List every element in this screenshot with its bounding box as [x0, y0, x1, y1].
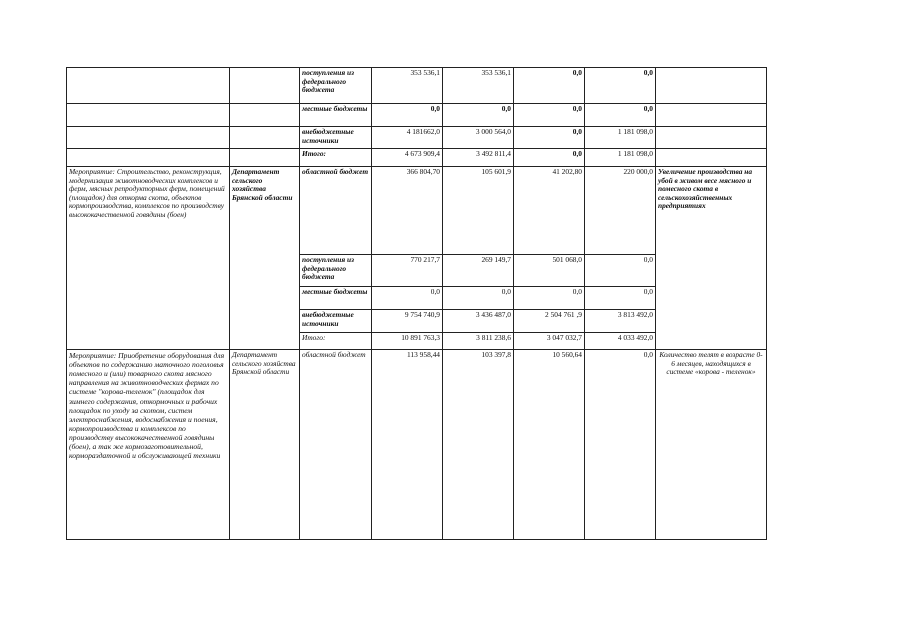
event-cell [67, 68, 230, 104]
value-cell: 9 754 740,9 [372, 310, 443, 333]
executor-cell: Департамент сельского хозяйства Брянской области [230, 350, 300, 540]
value-cell: 0,0 [514, 127, 585, 149]
value-cell: 41 202,80 [514, 167, 585, 255]
value-cell: 103 397,8 [443, 350, 514, 540]
value-cell: 353 536,1 [443, 68, 514, 104]
source-cell: областной бюджет [300, 167, 372, 255]
value-cell: 0,0 [372, 104, 443, 127]
source-cell: Итого: [300, 149, 372, 167]
value-cell: 3 436 487,0 [443, 310, 514, 333]
value-cell: 3 811 238,6 [443, 333, 514, 350]
source-cell: внебюджетные источники [300, 310, 372, 333]
executor-cell [230, 104, 300, 127]
value-cell: 770 217,7 [372, 255, 443, 287]
value-cell: 353 536,1 [372, 68, 443, 104]
value-cell: 4 673 909,4 [372, 149, 443, 167]
source-cell: местные бюджеты [300, 287, 372, 310]
value-cell: 10 560,64 [514, 350, 585, 540]
value-cell: 3 492 811,4 [443, 149, 514, 167]
event-cell [67, 149, 230, 167]
value-cell: 1 181 098,0 [585, 127, 656, 149]
executor-cell [230, 68, 300, 104]
result-cell [656, 149, 767, 167]
value-cell: 0,0 [514, 287, 585, 310]
table-row [67, 127, 767, 149]
value-cell: 4 033 492,0 [585, 333, 656, 350]
value-cell: 366 804,70 [372, 167, 443, 255]
value-cell: 0,0 [514, 68, 585, 104]
value-cell: 0,0 [443, 104, 514, 127]
value-cell: 3 813 492,0 [585, 310, 656, 333]
value-cell: 2 504 761 ,9 [514, 310, 585, 333]
value-cell: 3 047 032,7 [514, 333, 585, 350]
value-cell: 220 000,0 [585, 167, 656, 255]
value-cell: 3 000 564,0 [443, 127, 514, 149]
result-cell [656, 127, 767, 149]
value-cell: 269 149,7 [443, 255, 514, 287]
budget-table [66, 67, 767, 540]
executor-cell [230, 127, 300, 149]
event-cell [67, 127, 230, 149]
result-cell: Увеличение производства на убой в живом весе мясного и помесного скота в сельскохозяйственных предприятиях [656, 167, 767, 350]
event-cell [67, 104, 230, 127]
source-cell: поступления из федерального бюджета [300, 68, 372, 104]
document-scan [66, 67, 767, 540]
event-title: Мероприятие: Приобретение оборудования для объектов по содержанию маточного поголовья помесного и (или) товарного скота мясного направления на животноводческих фермах по системе "корова-теленок" (площадок для зимнего содержания, откормочных и рабочих площадок по уходу за скотом, систем электроснабжения, водоснабжения и поения, кормопроизводства и комплексов по производству высококачественной говядины (боен), а так же кормозаготовительной, кормораздаточной и обслуживающей техники [67, 350, 230, 540]
value-cell: 0,0 [585, 104, 656, 127]
table-row [67, 149, 767, 167]
result-cell [656, 104, 767, 127]
value-cell: 1 181 098,0 [585, 149, 656, 167]
value-cell: 0,0 [443, 287, 514, 310]
value-cell: 113 958,44 [372, 350, 443, 540]
value-cell: 0,0 [585, 255, 656, 287]
value-cell: 501 068,0 [514, 255, 585, 287]
event-title: Мероприятие: Строительство, реконструкция, модернизация животноводческих комплексов и ферм, мясных репродукторных ферм, помещений (площадок) для откорма скота, объектов кормопроизводства, комплексов по производству высококачественной говядины (боен) [67, 167, 230, 350]
value-cell: 0,0 [372, 287, 443, 310]
table-row [67, 104, 767, 127]
source-cell: внебюджетные источники [300, 127, 372, 149]
value-cell: 0,0 [585, 287, 656, 310]
source-cell: Итого: [300, 333, 372, 350]
table-row [67, 68, 767, 104]
executor-cell: Департамент сельского хозяйства Брянской области [230, 167, 300, 350]
value-cell: 0,0 [585, 350, 656, 540]
result-cell: Количество телят в возрасте 0-6 месяцев, находящихся в системе «корова - теленок» [656, 350, 767, 540]
table-row [67, 350, 767, 540]
source-cell: местные бюджеты [300, 104, 372, 127]
source-cell: областной бюджет [300, 350, 372, 540]
value-cell: 0,0 [514, 149, 585, 167]
source-cell: поступления из федерального бюджета [300, 255, 372, 287]
value-cell: 10 891 763,3 [372, 333, 443, 350]
value-cell: 4 181662,0 [372, 127, 443, 149]
table-row [67, 167, 767, 255]
executor-cell [230, 149, 300, 167]
value-cell: 105 601,9 [443, 167, 514, 255]
result-cell [656, 68, 767, 104]
value-cell: 0,0 [514, 104, 585, 127]
value-cell: 0,0 [585, 68, 656, 104]
